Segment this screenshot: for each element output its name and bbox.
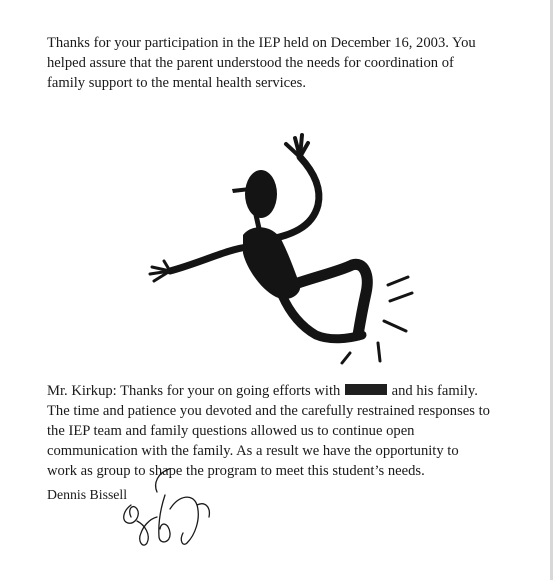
- signoff-name: Dennis Bissell: [47, 487, 128, 502]
- paragraph-line: work as group to shape the program to meet this student’s needs.: [47, 463, 425, 479]
- handwritten-signature-icon: [113, 465, 228, 550]
- paragraph-line: [47, 381, 490, 401]
- line-text: and his family.: [391, 383, 478, 399]
- paragraph-line: Thanks for your participation in the IEP held on December 16, 2003. You: [47, 35, 476, 51]
- paragraph-line: The time and patience you devoted and the carefully restrained responses to: [47, 403, 490, 419]
- paragraph-line: the IEP team and family questions allowed us to continue open: [47, 423, 415, 439]
- paragraph-thanks-participation: [47, 33, 476, 93]
- paragraph-line: family support to the mental health services.: [47, 75, 306, 91]
- dancing-stick-figure-illustration: [140, 125, 430, 370]
- paragraph-line: helped assure that the parent understood the needs for coordination of: [47, 55, 454, 71]
- redaction-bar-icon: [345, 384, 387, 395]
- line-text: Mr. Kirkup: Thanks for your on going efforts with: [47, 383, 341, 399]
- paragraph-line: communication with the family. As a result we have the opportunity to: [47, 443, 459, 459]
